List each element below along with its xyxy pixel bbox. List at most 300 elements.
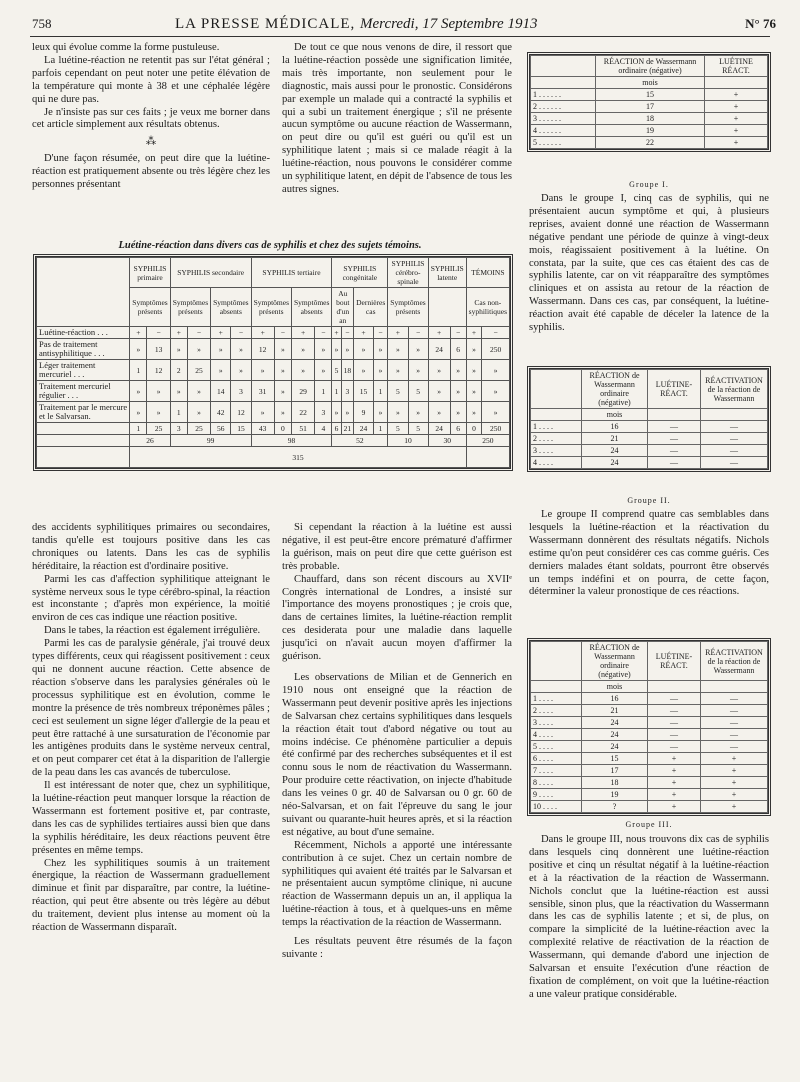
group-total: 26 <box>130 435 170 447</box>
table-cell: — <box>701 433 768 445</box>
table-cell: 6 <box>450 423 466 435</box>
table-cell: + <box>701 801 768 813</box>
table-cell: 3 <box>341 381 354 402</box>
table-cell: » <box>211 339 231 360</box>
case-number: 8 . . . . <box>531 777 582 789</box>
table-cell: » <box>388 339 408 360</box>
case-number: 4 . . . . . . <box>531 125 596 137</box>
table-row <box>531 789 768 801</box>
table-body <box>531 89 768 149</box>
row-label: Traitement mercuriel régulier . . . <box>37 381 130 402</box>
table-cell: + <box>648 789 701 801</box>
paragraph: Les observations de Milian et de Gennerich en 1910 nous ont enseigné que la réaction de Wassermann peut devenir positive après les injections de Salvarsan chez certains syphilitiques dans lesquels la réaction était tout d'abord négative ou tout au moins indécise. Ce phénomène particulier a depuis été confirmé par des recherches subséquentes et il est connu sous le nom de réactivation du Wassermann. Pour produire cette réactivation, on injecte d'habitude dans les veines 0 gr. 40 de Salvarsan ou 0 gr. 60 de néo-Salvarsan, et on fait l'épreuve du sang le jour suivant ou quarante-huit heures après, et si la réaction est négative, au bout d'une semaine. <box>282 671 512 838</box>
group-3-grid <box>530 641 768 813</box>
asterism: ⁂ <box>145 136 157 148</box>
paragraph: D'une façon résumée, on peut dire que la luétine-réaction est pratiquement absente ou très légère chez les personnes présentant <box>32 153 270 191</box>
table-cell: 14 <box>211 381 231 402</box>
table-cell: 13 <box>147 339 170 360</box>
table-cell: — <box>648 445 701 457</box>
subheader: Symptômes présents <box>130 288 170 327</box>
table-cell: » <box>231 360 251 381</box>
sign-cell: + <box>332 327 341 339</box>
table-cell: » <box>274 381 291 402</box>
case-number: 3 . . . . . . <box>531 113 596 125</box>
case-number: 5 . . . . . . <box>531 137 596 149</box>
group-total: 10 <box>388 435 428 447</box>
table-cell: 29 <box>291 381 314 402</box>
table-cell: » <box>130 402 147 423</box>
table-cell: » <box>408 402 428 423</box>
table-cell: 18 <box>341 360 354 381</box>
table-row <box>531 753 768 765</box>
table-cell: 12 <box>147 360 170 381</box>
paragraph: Je n'insiste pas sur ces faits ; je veux me borner dans cet article simplement aux résultats obtenus. <box>32 106 270 131</box>
group-header: SYPHILIS primaire <box>130 258 170 288</box>
table-row <box>531 717 768 729</box>
empty-cell <box>705 77 768 89</box>
table-cell: 12 <box>251 339 274 360</box>
paragraph: Dans le groupe I, cinq cas de syphilis, qui ne présentaient aucun symptôme et qui, à plusieurs reprises, avaient donné une réaction de Wassermann négative pendant une période de quinze à vingt-deux mois, réagissaient positivement à la luétine. On constata, par la suite, que ces cas étaient des cas de syphilis latente, car on vit réapparaître des symptômes cliniques et on assista au retour de la réaction de Wassermann. Dans ces cas, par conséquent, la luétine-réaction avait été capable de déceler la latence de la syphilis. <box>529 193 769 334</box>
group-totals-row <box>37 435 510 447</box>
column-header: RÉACTION de Wassermann ordinaire (négative) <box>582 370 648 409</box>
group-header: SYPHILIS latente <box>428 258 466 288</box>
case-number: 2 . . . . <box>531 433 582 445</box>
reaction-sign-row <box>37 327 510 339</box>
table-cell: — <box>701 445 768 457</box>
table-cell: » <box>187 381 210 402</box>
sign-cell: − <box>315 327 332 339</box>
table-cell: » <box>373 339 388 360</box>
table-cell: 19 <box>582 789 648 801</box>
table-cell: 51 <box>291 423 314 435</box>
table-cell: 24 <box>428 423 450 435</box>
table-row <box>37 402 510 423</box>
column-1-top <box>32 42 270 192</box>
table-cell: » <box>466 381 482 402</box>
sign-cell: − <box>274 327 291 339</box>
table-cell: » <box>450 360 466 381</box>
table-cell: 5 <box>388 423 408 435</box>
group-total: 250 <box>466 435 509 447</box>
unit-label: mois <box>582 681 648 693</box>
table-cell: » <box>291 339 314 360</box>
table-cell: » <box>291 360 314 381</box>
table-cell: 1 <box>130 423 147 435</box>
table-cell: + <box>701 753 768 765</box>
sign-cell: + <box>388 327 408 339</box>
sign-cell: − <box>482 327 510 339</box>
sign-cell: − <box>231 327 251 339</box>
table-row <box>531 421 768 433</box>
case-number: 9 . . . . <box>531 789 582 801</box>
group-total: 98 <box>251 435 332 447</box>
empty-cell <box>37 447 130 468</box>
table-cell: 21 <box>341 423 354 435</box>
table-cell: » <box>170 381 187 402</box>
table-row <box>531 457 768 469</box>
table-cell: 1 <box>373 381 388 402</box>
table-cell: — <box>701 693 768 705</box>
empty-cell <box>531 56 596 77</box>
table-cell: » <box>354 339 374 360</box>
grand-total-row <box>37 447 510 468</box>
table-cell: » <box>388 360 408 381</box>
table-cell: — <box>648 729 701 741</box>
table-cell: » <box>274 360 291 381</box>
column-header: RÉACTION de Wassermann ordinaire (négative) <box>582 642 648 681</box>
table-cell: » <box>130 381 147 402</box>
table-cell: ? <box>582 801 648 813</box>
table-group-header-row <box>37 258 510 288</box>
empty-cell <box>701 409 768 421</box>
table-row <box>531 433 768 445</box>
table-cell: » <box>482 360 510 381</box>
table-cell: » <box>482 402 510 423</box>
table-cell: + <box>648 765 701 777</box>
column-3-part-a <box>529 193 769 335</box>
table-cell: » <box>187 339 210 360</box>
table-cell: 3 <box>231 381 251 402</box>
case-number: 1 . . . . <box>531 693 582 705</box>
table-cell: 24 <box>582 741 648 753</box>
group-header: SYPHILIS congénitale <box>332 258 388 288</box>
table-cell: + <box>705 125 768 137</box>
table-cell: — <box>701 717 768 729</box>
table-row <box>37 360 510 381</box>
table-cell: 56 <box>211 423 231 435</box>
group-1-table <box>527 52 771 152</box>
paragraph: des accidents syphilitiques primaires ou secondaires, tandis qu'elle est toujours positive dans les cas chroniques ou latents. Dans les cas de syphilis héréditaire, la réaction est d'ordinaire positive. <box>32 522 270 572</box>
paragraph: Chauffard, dans son récent discours au XVIIᵉ Congrès international de Londres, a insisté sur l'importance des moyens pronostiques ; je crois que, dans de certaines limites, la luétine-réaction remplit ces desiderata pour une maladie dans laquelle jusqu'ici on n'avait aucun moyen d'affirmer la guérison. <box>282 573 512 663</box>
table-cell: 24 <box>582 717 648 729</box>
table-cell: » <box>466 402 482 423</box>
table-cell: » <box>482 381 510 402</box>
table-cell: — <box>701 741 768 753</box>
paragraph: La luétine-réaction ne retentit pas sur l'état général ; parfois cependant on peut noter une petite élévation de la température qui monte à 38 et une céphalée légère qui ne dure pas. <box>32 54 270 105</box>
table-cell: + <box>648 753 701 765</box>
table-cell: 1 <box>332 381 341 402</box>
sign-cell: + <box>466 327 482 339</box>
reaction-label: Luétine-réaction . . . <box>37 327 130 339</box>
table-cell: + <box>701 765 768 777</box>
table-row <box>531 705 768 717</box>
table-cell: + <box>705 101 768 113</box>
column-header: RÉACTIVATION de la réaction de Wassermann <box>701 370 768 409</box>
issue-number: N° 76 <box>745 16 776 31</box>
table-row <box>531 777 768 789</box>
table-cell: 250 <box>482 339 510 360</box>
table-cell: 5 <box>332 360 341 381</box>
table-cell: » <box>341 402 354 423</box>
table-cell: 15 <box>582 753 648 765</box>
table-cell: + <box>648 777 701 789</box>
table-cell: 6 <box>450 339 466 360</box>
table-cell: — <box>648 741 701 753</box>
table-cell: » <box>408 360 428 381</box>
case-number: 2 . . . . <box>531 705 582 717</box>
subheader: Symptômes présents <box>170 288 210 327</box>
table-cell: » <box>428 402 450 423</box>
paragraph: leux qui évolue comme la forme pustuleuse. <box>32 42 220 53</box>
sign-cell: + <box>130 327 147 339</box>
table-cell: 24 <box>582 729 648 741</box>
table-header-row <box>531 642 768 681</box>
table-cell: 24 <box>354 423 374 435</box>
paragraph: Parmi les cas d'affection syphilitique atteignant le système nerveux sous le type cérébro-spinal, la réaction est inconstante ; d'après mon expérience, la moitié environ de ces cas indique une réaction positive. <box>32 573 270 624</box>
table-cell: » <box>170 339 187 360</box>
table-row <box>37 381 510 402</box>
paragraph: Chez les syphilitiques soumis à un traitement énergique, la réaction de Wassermann graduellement diminue et finit par disparaître, par contre, la luétine-réaction, qui peut être absente ou très légère au début du traitement, devient plus intense au moment où la réaction de Wassermann disparaît. <box>32 857 270 934</box>
table-cell: 5 <box>408 381 428 402</box>
table-cell: 25 <box>147 423 170 435</box>
group-header: SYPHILIS tertiaire <box>251 258 332 288</box>
journal-name: LA PRESSE MÉDICALE, <box>175 16 356 32</box>
table-cell: 250 <box>482 423 510 435</box>
table-cell: 1 <box>315 381 332 402</box>
case-number: 6 . . . . <box>531 753 582 765</box>
case-number: 10 . . . . <box>531 801 582 813</box>
case-number: 2 . . . . . . <box>531 101 596 113</box>
table-cell: 0 <box>274 423 291 435</box>
table-cell: 22 <box>596 137 705 149</box>
column-3-part-c <box>529 834 769 1002</box>
table-cell: » <box>251 402 274 423</box>
table-cell: » <box>147 402 170 423</box>
issue-date: Mercredi, 17 Septembre 1913 <box>360 16 538 32</box>
case-number: 3 . . . . <box>531 717 582 729</box>
subheader: Symptômes absents <box>211 288 251 327</box>
case-number: 5 . . . . <box>531 741 582 753</box>
table-cell: — <box>701 729 768 741</box>
empty-cell <box>37 435 130 447</box>
luetine-results-table <box>33 254 513 471</box>
case-number: 7 . . . . <box>531 765 582 777</box>
table-cell: » <box>231 339 251 360</box>
table-cell: 25 <box>187 360 210 381</box>
group-total: 52 <box>332 435 388 447</box>
case-number: 1 . . . . . . <box>531 89 596 101</box>
row-label <box>37 423 130 435</box>
empty-cell <box>466 447 509 468</box>
group-1-caption: Groupe I. <box>629 180 669 189</box>
table-body <box>531 693 768 813</box>
table-row <box>531 101 768 113</box>
table-header-row <box>531 370 768 409</box>
subheader: Au bout d'un an <box>332 288 354 327</box>
table-cell: 21 <box>582 705 648 717</box>
paragraph: Il est intéressant de noter que, chez un syphilitique, la luétine-réaction peut manquer lorsque la réaction de Wassermann est fortement positive et, par contraste, dans les cas de syphilides tertiaires aussi bien que dans la syphilis héréditaire, les deux réactions peuvent être présentes en même temps. <box>32 780 270 856</box>
table-cell: » <box>428 381 450 402</box>
paragraph: Le groupe II comprend quatre cas semblables dans lesquels la luétine-réaction et la réactivation du Wassermann donnèrent des résultats négatifs. Nichols estime qu'on peut considérer ces cas comme guéris. Ces derniers malades étant soldats, pourront être observés un temps indéfini et on pourra, de cette façon, déterminer la valeur pronostique de ces réactions. <box>529 509 769 598</box>
page-number: 758 <box>32 16 52 31</box>
paragraph: Parmi les cas de paralysie générale, j'ai trouvé deux types différents, ceux qui réagissent positivement : ceux qui ne donnent aucune réaction. Cette absence de réaction s'observe dans les paralysies générales où le processus syphilitique est en évolution, comme le montre la présence de très nombreux tréponèmes pâles ; ceci est seulement un signe léger d'allergie de la peau et peut être rattaché à une sursaturation de l'économie par les antigènes produits dans le système nerveux central, et on peut comparer cet état à la disparition de l'allergie de la peau dans les cas avancés de tuberculose. <box>32 638 270 779</box>
empty-cell <box>531 681 582 693</box>
subheader: Symptômes absents <box>291 288 331 327</box>
table-cell: + <box>705 137 768 149</box>
table-cell: » <box>388 402 408 423</box>
sign-cell: − <box>341 327 354 339</box>
unit-row <box>531 409 768 421</box>
group-total: 99 <box>170 435 251 447</box>
sign-cell: − <box>147 327 170 339</box>
table-cell: 18 <box>582 777 648 789</box>
row-label: Pas de traitement antisyphilitique . . . <box>37 339 130 360</box>
column-3-part-b <box>529 509 769 599</box>
paragraph: Les résultats peuvent être résumés de la façon suivante : <box>282 936 512 960</box>
grand-total: 315 <box>130 447 466 468</box>
table-cell: 15 <box>354 381 374 402</box>
table-header-row <box>531 56 768 77</box>
table-body <box>531 421 768 469</box>
case-number: 3 . . . . <box>531 445 582 457</box>
table-cell: 24 <box>428 339 450 360</box>
table-cell: » <box>332 339 341 360</box>
table-row <box>531 137 768 149</box>
table-row <box>531 801 768 813</box>
empty-cell <box>701 681 768 693</box>
table-cell: — <box>648 693 701 705</box>
column-header: LUÉTINE-RÉACT. <box>648 642 701 681</box>
table-row <box>531 113 768 125</box>
empty-cell <box>531 77 596 89</box>
table-cell: » <box>130 339 147 360</box>
empty-cell <box>648 681 701 693</box>
column-header: LUÉTINE RÉACT. <box>705 56 768 77</box>
table-cell: 21 <box>582 433 648 445</box>
table-cell: » <box>450 381 466 402</box>
table-cell: — <box>648 705 701 717</box>
table-cell: — <box>701 705 768 717</box>
table-cell: » <box>373 402 388 423</box>
subheader: Cas non-syphilitiques <box>466 288 509 327</box>
table-cell: » <box>332 402 341 423</box>
table-cell: » <box>274 339 291 360</box>
table-cell: » <box>408 339 428 360</box>
table-cell: 9 <box>354 402 374 423</box>
paragraph: Dans le groupe III, nous trouvons dix cas de syphilis dans lesquels cinq donnèrent une luétine-réaction positive et cinq un résultat négatif à la luétine-réaction et à la réactivation de la réaction de Wassermann. Nichols conclut que la luétine-réaction est aussi sensible, sinon plus, que la réactivation du Wassermann dans les cas de syphilis latente ; et si, de plus, on compare la simplicité de la luétine-réaction avec la complexité relative de réactivation de la réaction de Wassermann, qui demande d'abord une injection de Salvarsan et ensuite l'exécution d'une réaction de fixation de complément, on voit que la luétine-réaction a une valeur pratique considérable. <box>529 834 769 1000</box>
column-header: RÉACTIVATION de la réaction de Wassermann <box>701 642 768 681</box>
table-cell: — <box>648 421 701 433</box>
paragraph: De tout ce que nous venons de dire, il ressort que la luétine-réaction possède une signification limitée, mais très importante, non seulement pour le diagnostic, mais aussi pour le pronostic. Considérons par exemple un malade qui a contracté la syphilis et qui a subi un traitement énergique ; s'il ne présente aucun symptôme ou aucune réaction de Wassermann, on peut dire ou qu'il est guéri ou qu'il est un syphilitique latent ; mais si ce malade réagit à la luétine-réaction, nous pouvons le considérer comme un syphilitique latent, en dépit de l'absence de tous les autres signes. <box>282 42 512 195</box>
group-header: TÉMOINS <box>466 258 509 288</box>
case-number: 4 . . . . <box>531 457 582 469</box>
table-cell: 16 <box>582 693 648 705</box>
table-cell: 15 <box>596 89 705 101</box>
table-cell: » <box>373 360 388 381</box>
table-row <box>37 423 510 435</box>
group-header: SYPHILIS secondaire <box>170 258 251 288</box>
paragraph: Récemment, Nichols a apporté une intéressante contribution à ce sujet. Chez un certain nombre de syphilitiques qui avaient été traités par le Salvarsan et ne présentaient aucun symptôme clinique, ni aucune réaction de Wassermann depuis un an, il appliqua la luétine-réaction à tous, et à quelques-uns en même temps la réactivation de la réaction de Wassermann. <box>282 839 512 929</box>
sign-cell: + <box>291 327 314 339</box>
row-label: Léger traitement mercuriel . . . <box>37 360 130 381</box>
table-cell: 22 <box>291 402 314 423</box>
table-row <box>531 693 768 705</box>
table-cell: 1 <box>373 423 388 435</box>
table-cell: 15 <box>231 423 251 435</box>
table-cell: 17 <box>582 765 648 777</box>
table-corner-cell <box>37 258 130 327</box>
column-2-top <box>282 42 512 197</box>
table-caption: Luétine-réaction dans divers cas de syphilis et chez des sujets témoins. <box>118 240 422 251</box>
table-cell: 12 <box>231 402 251 423</box>
sign-cell: + <box>354 327 374 339</box>
table-cell: 3 <box>315 402 332 423</box>
table-cell: » <box>251 360 274 381</box>
table-cell: » <box>428 360 450 381</box>
table-row <box>531 89 768 101</box>
empty-cell <box>531 642 582 681</box>
table-row <box>531 741 768 753</box>
table-cell: » <box>315 339 332 360</box>
column-header: LUÉTINE-RÉACT. <box>648 370 701 409</box>
group-1-grid <box>530 55 768 149</box>
table-cell: » <box>147 381 170 402</box>
table-cell: + <box>648 801 701 813</box>
table-cell: — <box>701 457 768 469</box>
header-rule <box>30 36 770 37</box>
table-cell: 1 <box>130 360 147 381</box>
table-cell: — <box>648 433 701 445</box>
table-cell: 18 <box>596 113 705 125</box>
group-total: 30 <box>428 435 466 447</box>
empty-cell <box>531 409 582 421</box>
sign-cell: − <box>187 327 210 339</box>
table-cell: 25 <box>187 423 210 435</box>
subheader: Symptômes présents <box>388 288 428 327</box>
table-cell: 31 <box>251 381 274 402</box>
table-cell: + <box>705 113 768 125</box>
subheader: Symptômes présents <box>251 288 291 327</box>
table-row <box>531 125 768 137</box>
table-cell: — <box>701 421 768 433</box>
group-2-caption: Groupe II. <box>627 496 671 505</box>
results-grid <box>36 257 510 468</box>
table-cell: 4 <box>315 423 332 435</box>
table-cell: 5 <box>388 381 408 402</box>
column-header: RÉACTION de Wassermann ordinaire (négative) <box>596 56 705 77</box>
table-row <box>531 729 768 741</box>
group-header: SYPHILIS cérébro-spinale <box>388 258 428 288</box>
paragraph: Si cependant la réaction à la luétine est aussi négative, il est peut-être encore prématuré d'affirmer la guérison, mais on peut dire que cette guérison est très probable. <box>282 522 512 572</box>
row-label: Traitement par le mercure et le Salvarsan. <box>37 402 130 423</box>
table-cell: » <box>315 360 332 381</box>
sign-cell: + <box>428 327 450 339</box>
group-2-grid <box>530 369 768 469</box>
unit-label: mois <box>582 409 648 421</box>
group-3-table <box>527 638 771 816</box>
table-cell: 0 <box>466 423 482 435</box>
journal-title <box>175 16 537 33</box>
table-cell: » <box>450 402 466 423</box>
empty-cell <box>648 409 701 421</box>
table-cell: 43 <box>251 423 274 435</box>
table-cell: 1 <box>170 402 187 423</box>
column-2-bottom <box>282 522 512 962</box>
sign-cell: + <box>170 327 187 339</box>
table-cell: 6 <box>332 423 341 435</box>
table-cell: » <box>211 360 231 381</box>
table-row <box>37 339 510 360</box>
unit-label: mois <box>596 77 705 89</box>
group-2-table <box>527 366 771 472</box>
case-number: 4 . . . . <box>531 729 582 741</box>
sign-cell: + <box>251 327 274 339</box>
sign-cell: + <box>211 327 231 339</box>
table-cell: » <box>187 402 210 423</box>
column-1-bottom <box>32 522 270 935</box>
table-cell: 2 <box>170 360 187 381</box>
table-cell: 24 <box>582 457 648 469</box>
